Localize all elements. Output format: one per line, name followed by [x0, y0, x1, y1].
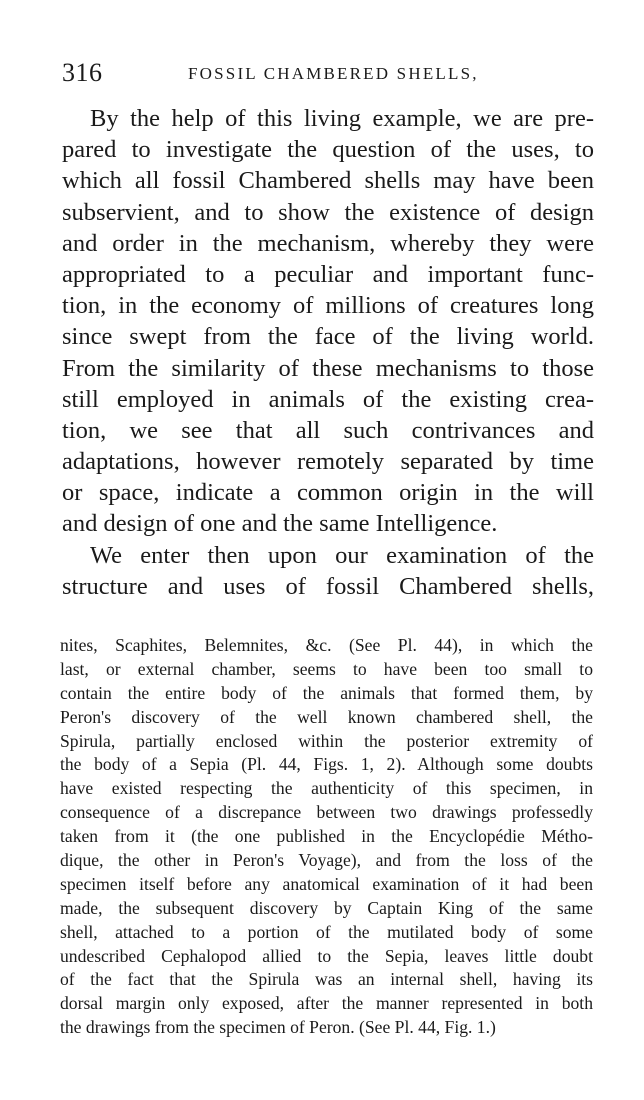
text-line: pared to investigate the question of the uses, to [62, 136, 594, 164]
text-line: and design of one and the same Intelligence. [62, 510, 498, 538]
text-line: From the similarity of these mechanisms to those [62, 354, 594, 382]
text-line: By the help of this living example, we are pre- [90, 105, 594, 132]
text-line: We enter then upon our examination of the [90, 541, 594, 569]
text-line: subservient, and to show the existence of design [62, 198, 594, 226]
footnote [60, 634, 593, 1040]
footnote-line: dorsal margin only exposed, after the manner represented in both [60, 993, 593, 1014]
footnote-line: specimen itself before any anatomical examination of it had been [60, 873, 593, 894]
text-line: adaptations, however remotely separated by time [62, 448, 594, 476]
main-text [62, 103, 594, 602]
text-line: tion, in the economy of millions of creatures long [62, 292, 594, 320]
footnote-line: of the fact that the Spirula was an internal shell, having its [60, 969, 593, 990]
footnote-line: Spirula, partially enclosed within the posterior extremity of [60, 730, 593, 751]
footnote-line: the body of a Sepia (Pl. 44, Figs. 1, 2). Although some doubts [60, 754, 593, 775]
footnote-line: taken from it (the one published in the Encyclopédie Métho- [60, 826, 593, 847]
footnote-line: dique, the other in Peron's Voyage), and from the loss of the [60, 850, 593, 871]
running-head [62, 58, 602, 88]
text-line: still employed in animals of the existing crea- [62, 385, 594, 413]
text-line: tion, we see that all such contrivances and [62, 416, 594, 444]
text-line: appropriated to a peculiar and important func- [62, 260, 594, 288]
text-line: since swept from the face of the living world. [62, 323, 594, 351]
footnote-line: consequence of a discrepance between two drawings professedly [60, 802, 593, 823]
footnote-line: made, the subsequent discovery by Captain King of the same [60, 897, 593, 918]
footnote-line: Peron's discovery of the well known chambered shell, the [60, 706, 593, 727]
footnote-line: nites, Scaphites, Belemnites, &c. (See Pl. 44), in which the [60, 635, 593, 655]
running-title: FOSSIL CHAMBERED SHELLS, [188, 64, 479, 83]
footnote-line: last, or external chamber, seems to have been too small to [60, 658, 593, 679]
text-line: and order in the mechanism, whereby they were [62, 229, 594, 257]
text-line: which all fossil Chambered shells may have been [62, 167, 594, 195]
text-line: structure and uses of fossil Chambered shells, [62, 572, 594, 600]
footnote-line: have existed respecting the authenticity of this specimen, in [60, 778, 593, 799]
footnote-line: contain the entire body of the animals that formed them, by [60, 682, 593, 703]
footnote-line: the drawings from the specimen of Peron. (See Pl. 44, Fig. 1.) [60, 1017, 496, 1038]
text-line: or space, indicate a common origin in the will [62, 479, 594, 507]
footnote-line: undescribed Cephalopod allied to the Sepia, leaves little doubt [60, 945, 593, 966]
page-number: 316 [62, 58, 103, 87]
footnote-line: shell, attached to a portion of the mutilated body of some [60, 921, 593, 942]
